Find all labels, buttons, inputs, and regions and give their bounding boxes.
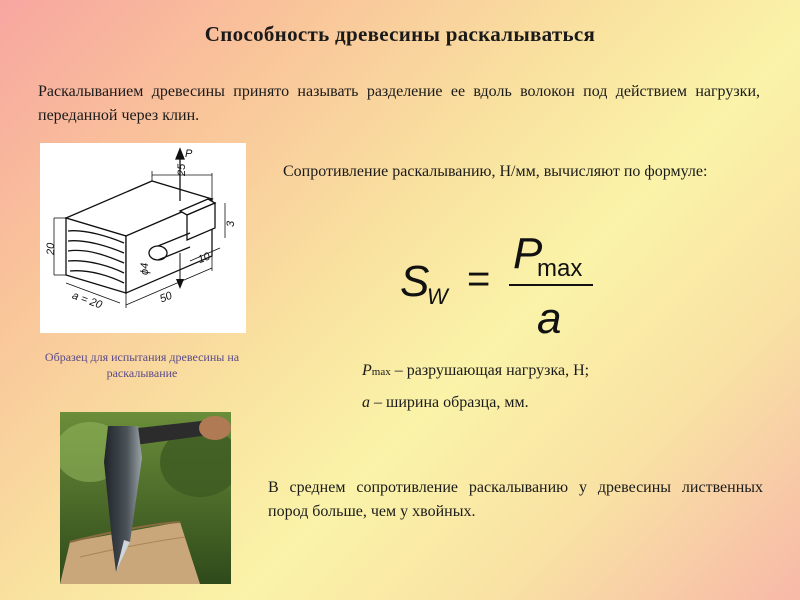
variable-pmax: Pmax – разрушающая нагрузка, Н; [362,362,590,379]
intro-paragraph: Раскалыванием древесины принято называть разделение ее вдоль волокон под действием нагрузки, переданной через клин. [38,83,760,124]
formula-numerator-sub: max [537,255,583,282]
specimen-diagram [40,143,246,333]
dim-height-label: 20 [45,242,57,255]
formula-intro: Сопротивление раскалыванию, Н/мм, вычисляют по формуле: [283,163,708,180]
force-label: P [185,148,193,160]
dim-top-label: 25 [176,163,188,176]
dim-hole-label: ϕ4 [139,262,151,275]
dim-length-label: 50 [158,289,174,306]
axe-splitting-log-photo-icon [60,412,231,584]
splitting-formula [395,228,615,343]
formula-lhs: S [400,257,430,306]
dim-width-label: a = 20 [70,289,104,312]
dim-depth-label: 10 [196,250,213,267]
formula-lhs-sub: W [427,284,448,309]
formula-numerator: P [513,229,543,278]
formula-equals: = [467,257,491,301]
variable-a: a – ширина образца, мм. [362,394,529,411]
dim-small-label: 3 [225,220,237,227]
axe-photo [60,412,231,584]
conclusion-paragraph: В среднем сопротивление раскалыванию у древесины лиственных пород больше, чем у хвойных. [268,479,763,520]
page-title: Способность древесины раскалываться [204,22,596,46]
diagram-caption: Образец для испытания древесины на раскалывание [44,350,240,380]
formula-denominator: a [537,294,562,343]
wood-splitting-specimen-drawing-icon [40,143,246,333]
